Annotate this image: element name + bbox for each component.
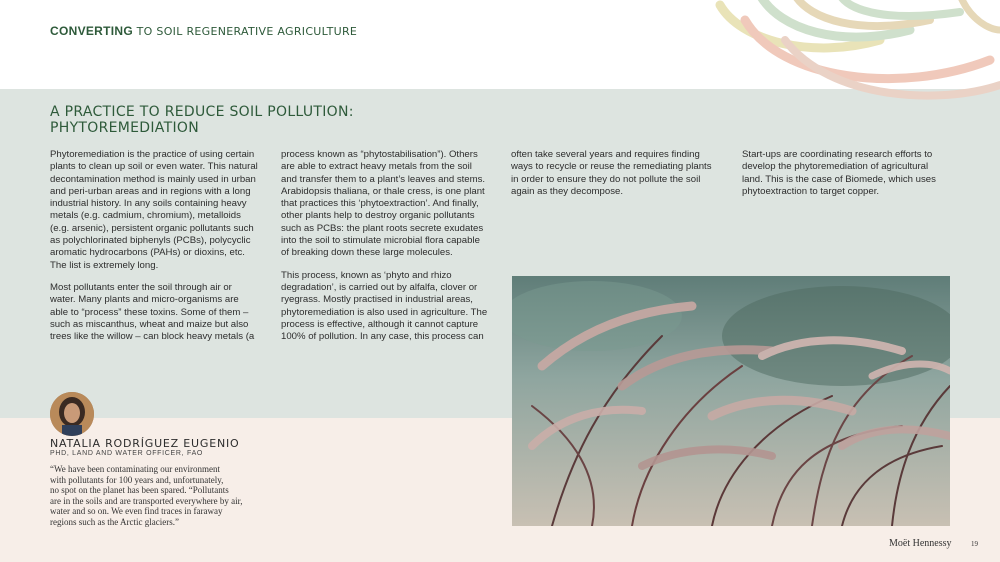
decorative-swirl-icon	[700, 0, 1000, 110]
quote-line: water and so on. We even find traces in faraway	[50, 506, 223, 517]
text-column-2	[281, 149, 489, 353]
quote-line: no spot on the planet has been spared. “Pollutants	[50, 485, 229, 496]
text-column-3	[511, 149, 719, 208]
quote-line: “We have been contaminating our environment	[50, 464, 220, 474]
page-title	[50, 104, 354, 136]
text-column-4	[742, 149, 950, 208]
paragraph: This process, known as ‘phyto and rhizo degradation’, is carried out by alfalfa, clover or ryegrass. Mostly practised in industrial areas, phytoremediation is also used in agriculture. The process is effective, although it cannot capture 100% of pollution. In any case, this process can	[281, 269, 488, 343]
grass-illustration	[512, 276, 950, 526]
person-portrait	[50, 392, 94, 436]
quote-line: regions such as the Arctic glaciers.”	[50, 516, 179, 527]
paragraph: Most pollutants enter the soil through air or water. Many plants and micro-organisms are able to “process” these toxins. Some of them – such as miscanthus, wheat and maize but also trees like the willow – can block heavy metals (a	[50, 281, 255, 343]
quote-block	[50, 464, 310, 528]
paragraph: Start-ups are coordinating research efforts to develop the phytoremediation of agricultural land. This is the case of Biomede, which uses phytoextraction to target copper.	[742, 149, 936, 197]
section-header-rest: TO SOIL REGENERATIVE AGRICULTURE	[136, 25, 358, 38]
avatar	[50, 392, 94, 436]
person-role: PHD, LAND AND WATER OFFICER, FAO	[50, 450, 204, 457]
paragraph: process known as “phytostabilisation”). Others are able to extract heavy metals from the soil and transfer them to a plant’s leaves and stems. Arabidopsis thaliana, or thale cress, is one plant that practices this ‘phytoextraction’. And finally, other plants help to destroy organic pollutants such as PCBs: the plant roots secrete exudates into the soil to stimulate microbial flora capable of breaking down these large molecules.	[281, 149, 486, 259]
page-title-line2: PHYTOREMEDIATION	[50, 120, 199, 136]
page-title-line1: A PRACTICE TO REDUCE SOIL POLLUTION:	[50, 104, 354, 120]
person-name: NATALIA RODRÍGUEZ EUGENIO	[50, 437, 240, 450]
section-header	[50, 24, 357, 38]
paragraph: often take several years and requires finding ways to recycle or reuse the remediating plants in order to ensure they do not pollute the soil again as they decompose.	[511, 149, 712, 197]
quote-line: are in the soils and are transported everywhere by air,	[50, 495, 243, 506]
text-column-1	[50, 149, 258, 353]
section-header-bold: CONVERTING	[50, 24, 134, 38]
brand-logo: Moët Hennessy	[889, 538, 952, 549]
paragraph: Phytoremediation is the practice of using certain plants to clean up soil or even water. This natural decontamination method is mainly used in urban and peri-urban areas and in regions with a long industrial history. In any soils containing heavy metals (e.g. cadmium, chromium), metalloids (e.g. arsenic), persistent organic pollutants such as polychlorinated biphenyls (PCBs), polycyclic aromatic hydrocarbons (PAHs) or dioxins, etc. The list is extremely long.	[50, 149, 258, 271]
page-number: 19	[971, 540, 978, 548]
quote-line: with pollutants for 100 years and, unfortunately,	[50, 474, 224, 485]
grass-photo	[512, 276, 950, 526]
